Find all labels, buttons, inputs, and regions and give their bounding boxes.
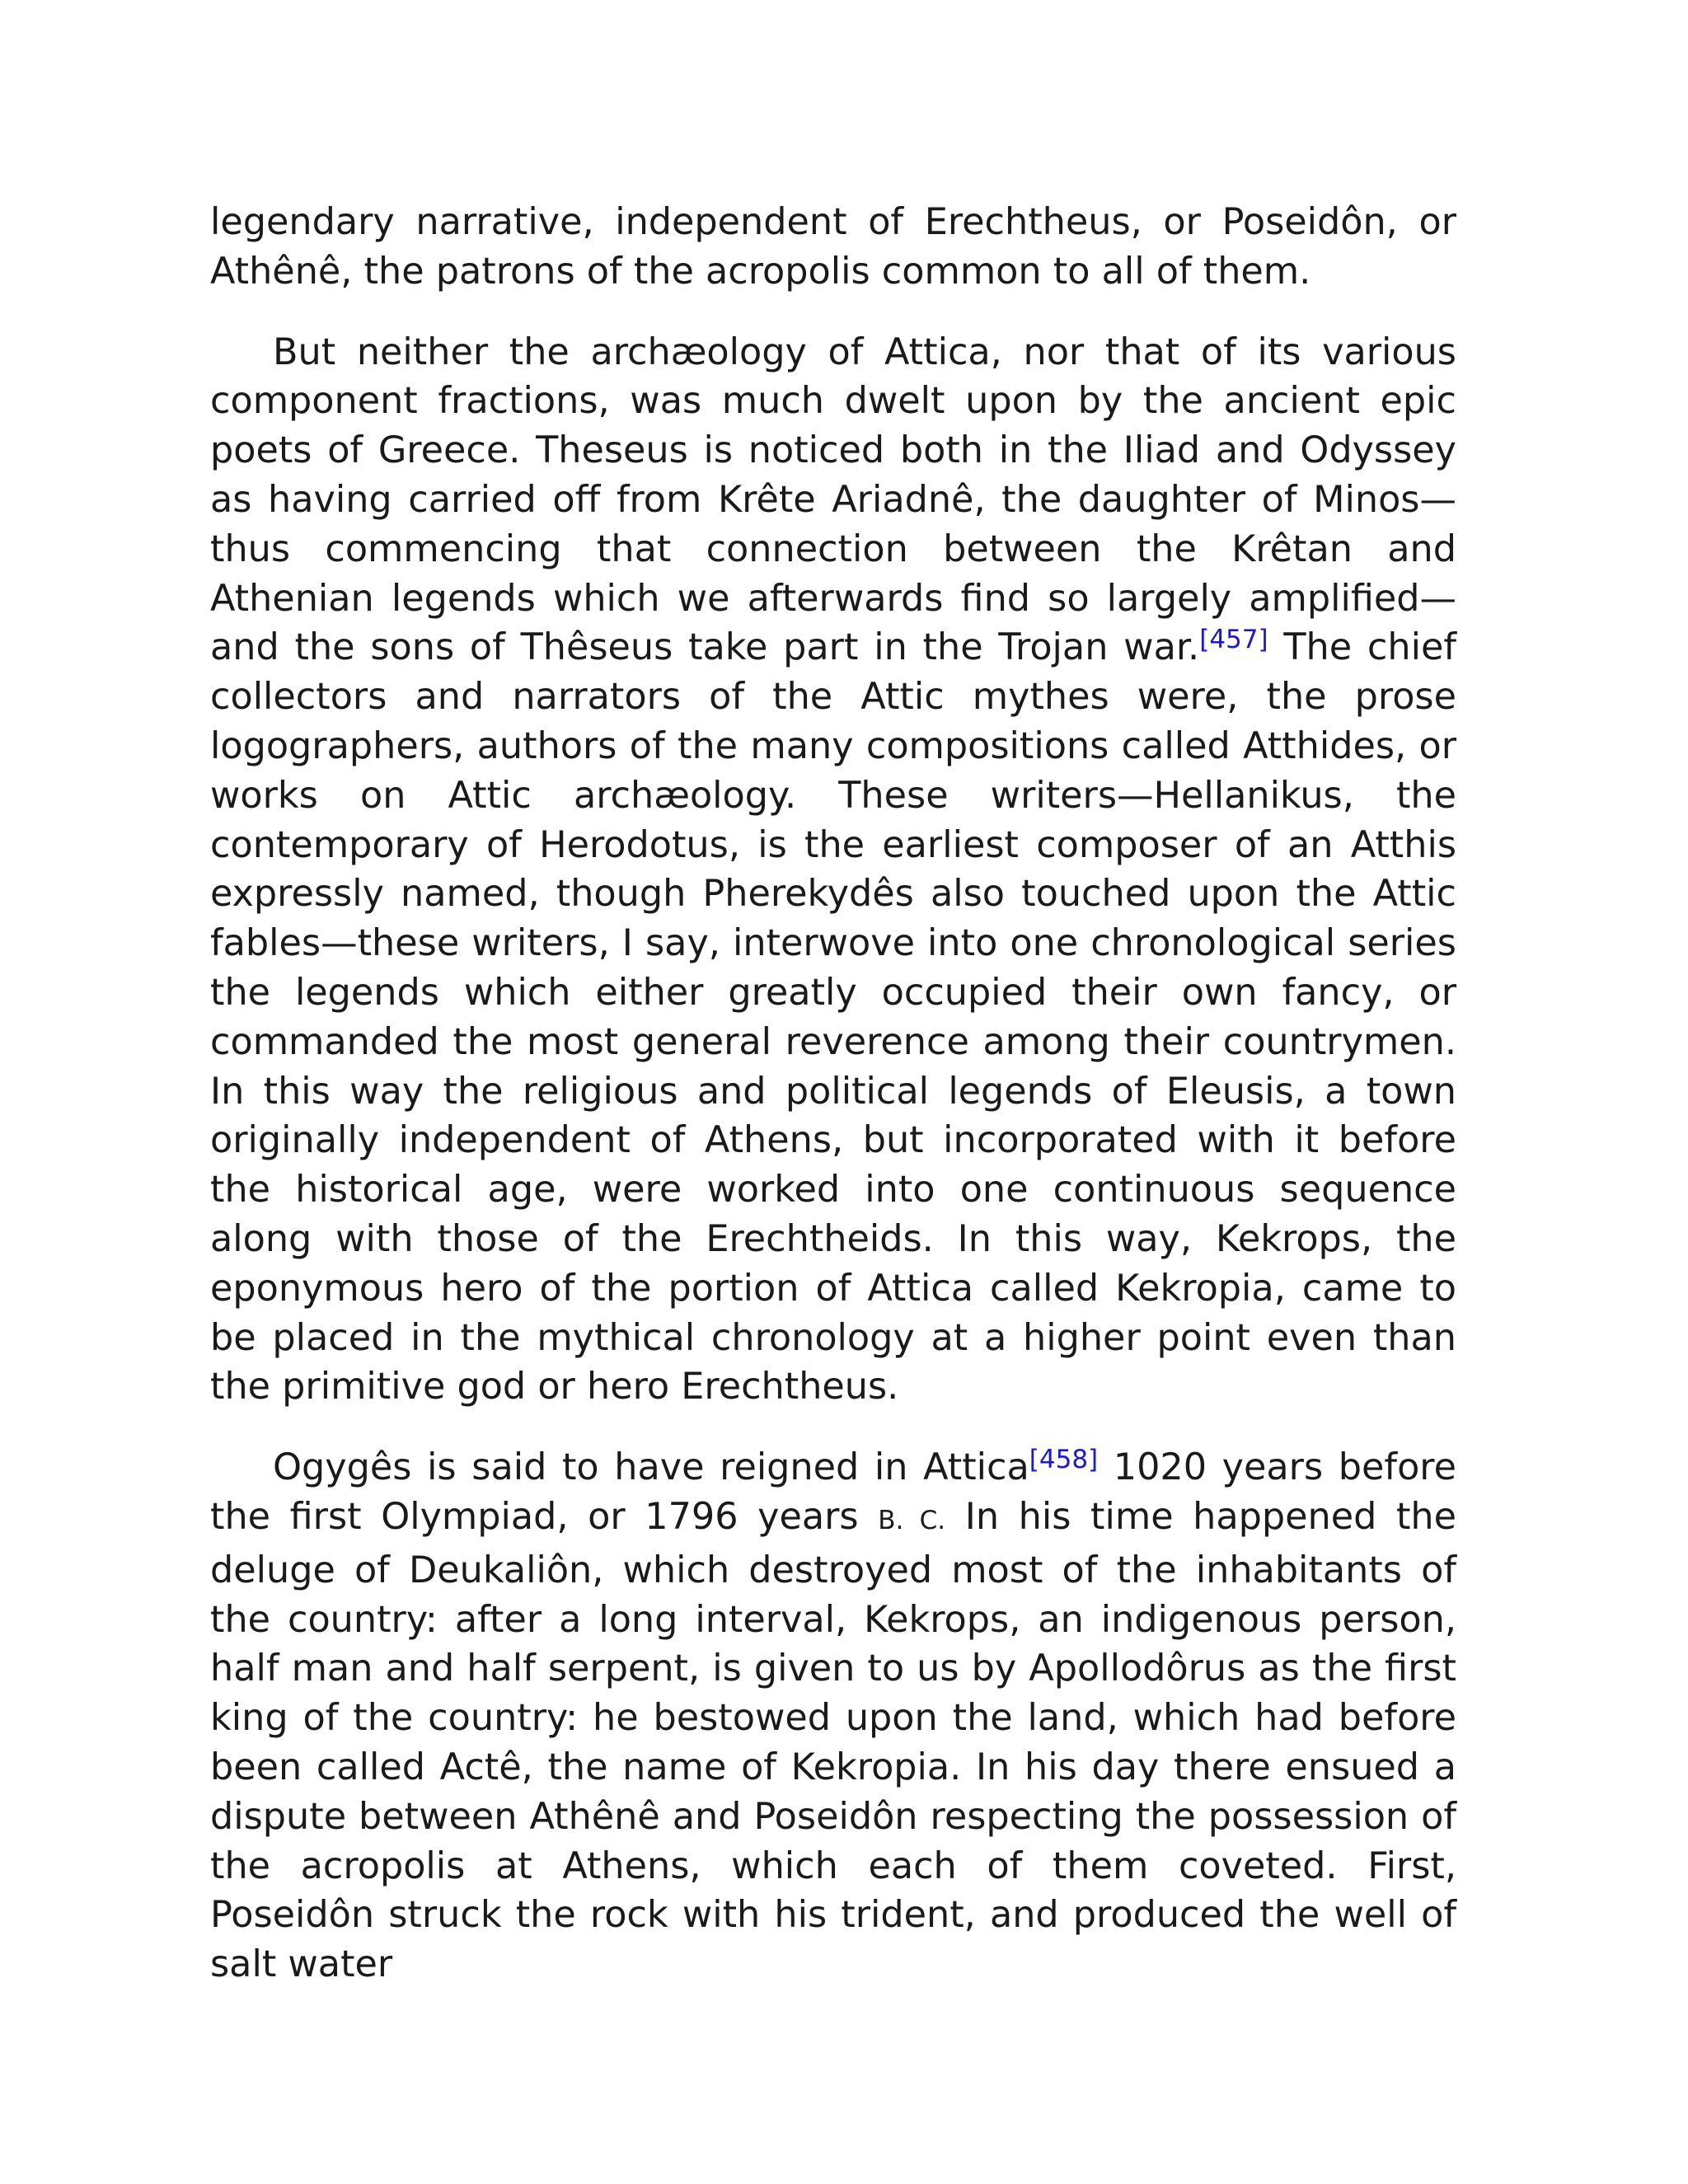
era-abbreviation: B. C. — [878, 1505, 946, 1535]
paragraph-1 — [210, 198, 1456, 297]
paragraph-3-text-c: In his time happened the deluge of Deukaliôn, which destroyed most of the inhabitants of the country: after a long interval, Kekrops, an indigenous person, half man and half serpent, is given to us by Apollodôrus as the first king of the country: he bestowed upon the land, which had before been called Actê, the name of Kekropia. In his day there ensued a dispute between Athênê and Poseidôn respecting the possession of the acropolis at Athens, which each of them coveted. First, Poseidôn struck the rock with his trident, and produced the well of salt water — [210, 1495, 1456, 1986]
paragraph-2-text-a: But neither the archæology of Attica, nor that of its various component fractions, was much dwelt upon by the ancient epic poets of Greece. Theseus is noticed both in the Iliad and Odyssey as having carried off from Krête Ariadnê, the daughter of Minos—thus commencing that connection between the Krêtan and Athenian legends which we afterwards find so largely amplified—and the sons of Thêseus take part in the Trojan war. — [210, 330, 1456, 669]
paragraph-2-text-b: The chief collectors and narrators of the Attic mythes were, the prose logographers, authors of the many compositions called Atthides, or works on Attic archæology. These writers—Hellanikus, the contemporary of Herodotus, is the earliest composer of an Atthis expressly named, though Pherekydês also touched upon the Attic fables—these writers, I say, interwove into one chronological series the legends which either greatly occupied their own fancy, or commanded the most general reverence among their countrymen. In this way the religious and political legends of Eleusis, a town originally independent of Athens, but incorporated with it before the historical age, were worked into one continuous sequence along with those of the Erechtheids. In this way, Kekrops, the eponymous hero of the portion of Attica called Kekropia, came to be placed in the mythical chronology at a higher point even than the primitive god or hero Erechtheus. — [210, 626, 1456, 1408]
paragraph-1-text: legendary narrative, independent of Erechtheus, or Poseidôn, or Athênê, the patrons of the acropolis common to all of them. — [210, 201, 1456, 293]
paragraph-3 — [210, 1443, 1456, 1990]
footnote-link-457[interactable]: [457] — [1199, 625, 1268, 655]
paragraph-2 — [210, 328, 1456, 1413]
paragraph-3-text-a: Ogygês is said to have reigned in Attica — [273, 1446, 1029, 1489]
paragraph-3-text-b: 1020 years before the first Olympiad, or 1796 years — [210, 1446, 1457, 1538]
page-body — [210, 198, 1456, 2021]
footnote-link-458[interactable]: [458] — [1029, 1445, 1099, 1475]
